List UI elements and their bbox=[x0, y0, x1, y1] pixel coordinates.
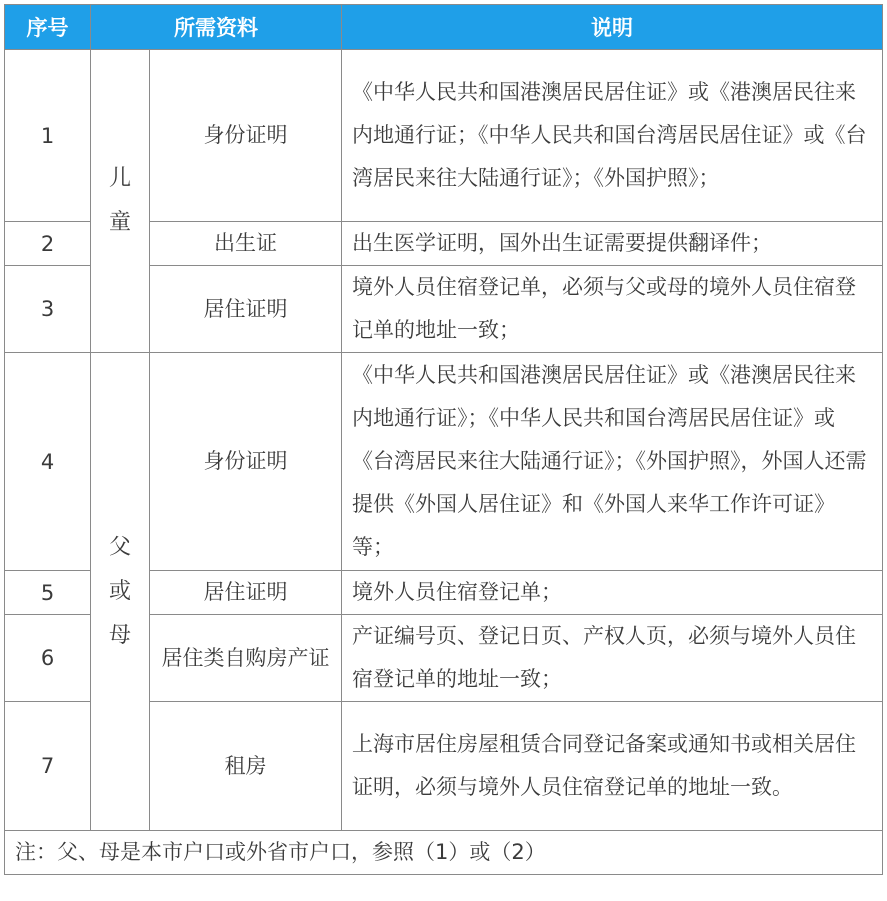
row-item: 居住类自购房产证 bbox=[150, 615, 342, 702]
row-number: 2 bbox=[5, 222, 91, 266]
row-desc: 出生医学证明，国外出生证需要提供翻译件； bbox=[342, 222, 883, 266]
header-no: 序号 bbox=[5, 5, 91, 50]
row-desc: 《中华人民共和国港澳居民居住证》或《港澳居民往来内地通行证；《中华人民共和国台湾居民居住证》或《台湾居民来往大陆通行证》；《外国护照》； bbox=[342, 50, 883, 222]
group-parent-char: 或 bbox=[108, 578, 131, 604]
row-number: 3 bbox=[5, 266, 91, 353]
table-note: 注：父、母是本市户口或外省市户口，参照（1）或（2） bbox=[5, 831, 883, 875]
group-child bbox=[91, 50, 150, 353]
group-child-char: 童 bbox=[108, 210, 131, 235]
row-desc: 境外人员住宿登记单； bbox=[342, 571, 883, 615]
row-desc: 产证编号页、登记日页、产权人页，必须与境外人员住宿登记单的地址一致； bbox=[342, 615, 883, 702]
row-number: 1 bbox=[5, 50, 91, 222]
group-parent-char: 母 bbox=[108, 622, 131, 648]
table-row bbox=[5, 353, 883, 571]
row-number: 6 bbox=[5, 615, 91, 702]
table-header-row bbox=[5, 5, 883, 50]
group-parent bbox=[91, 353, 150, 831]
row-item: 身份证明 bbox=[150, 353, 342, 571]
row-item: 居住证明 bbox=[150, 266, 342, 353]
row-desc: 《中华人民共和国港澳居民居住证》或《港澳居民往来内地通行证》；《中华人民共和国台湾居民居住证》或《台湾居民来往大陆通行证》；《外国护照》，外国人还需提供《外国人居住证》和《外国人来华工作许可证》等； bbox=[342, 353, 883, 571]
note-row bbox=[5, 831, 883, 875]
header-desc: 说明 bbox=[342, 5, 883, 50]
row-number: 4 bbox=[5, 353, 91, 571]
row-desc: 境外人员住宿登记单，必须与父或母的境外人员住宿登记单的地址一致； bbox=[342, 266, 883, 353]
row-number: 7 bbox=[5, 702, 91, 831]
header-material: 所需资料 bbox=[91, 5, 342, 50]
documents-table bbox=[4, 4, 883, 875]
row-item: 身份证明 bbox=[150, 50, 342, 222]
row-item: 出生证 bbox=[150, 222, 342, 266]
row-number: 5 bbox=[5, 571, 91, 615]
row-desc: 上海市居住房屋租赁合同登记备案或通知书或相关居住证明，必须与境外人员住宿登记单的地址一致。 bbox=[342, 702, 883, 831]
row-item: 居住证明 bbox=[150, 571, 342, 615]
group-child-char: 儿 bbox=[108, 166, 131, 191]
group-parent-char: 父 bbox=[108, 534, 131, 560]
row-item: 租房 bbox=[150, 702, 342, 831]
table-row bbox=[5, 50, 883, 222]
